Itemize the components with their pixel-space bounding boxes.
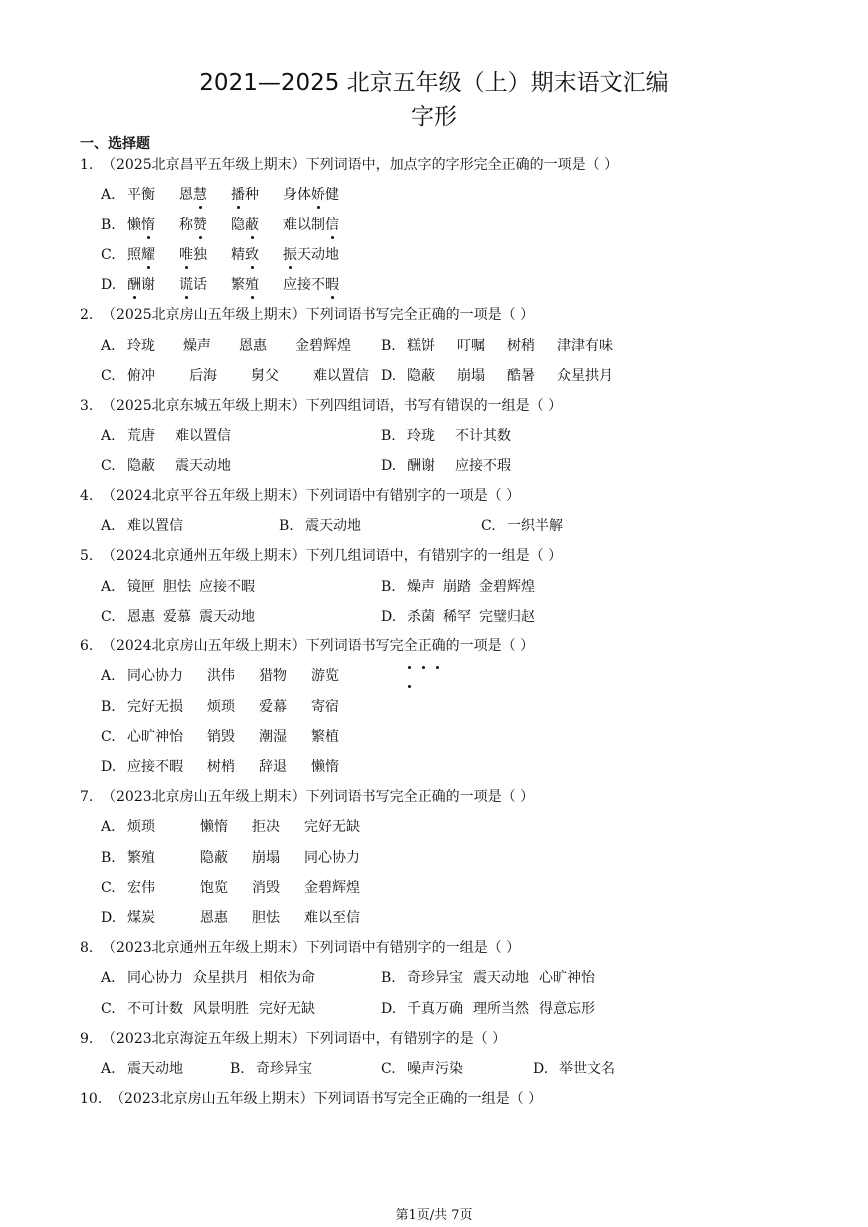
option-word: 后海	[189, 368, 217, 384]
question-text: （2023北京房山五年级上期末）下列词语书写完全正确的一组是（ ）	[110, 1091, 543, 1107]
option-word: 同心协力	[127, 668, 183, 684]
option[interactable]	[381, 429, 511, 443]
option-word: 理所当然	[473, 1001, 529, 1017]
option-word: 燥声	[183, 338, 211, 354]
option-word: 杀菌	[407, 609, 435, 625]
option-word: 繁殖	[231, 277, 259, 293]
question-stem	[80, 790, 534, 804]
option-word: 噪声污染	[407, 1061, 463, 1077]
question-stem	[80, 639, 534, 653]
option-word: 不可计数	[127, 1001, 183, 1017]
option[interactable]	[381, 339, 613, 353]
option-word: 精致	[231, 247, 259, 263]
option[interactable]	[101, 851, 360, 865]
question-number: 9.	[80, 1031, 94, 1047]
option-word: 辞退	[259, 759, 287, 775]
option-word: 洪伟	[207, 668, 235, 684]
question-stem	[80, 549, 562, 563]
option-word: 奇珍异宝	[256, 1061, 312, 1077]
option-word: 恩惠	[239, 338, 267, 354]
question-stem	[80, 489, 520, 503]
question-stem	[80, 941, 520, 955]
option[interactable]	[101, 881, 360, 895]
option-word: 应接不暇	[127, 759, 183, 775]
option[interactable]	[101, 730, 339, 744]
option-word: 消毁	[252, 880, 280, 896]
question-number: 6.	[80, 638, 94, 654]
question-stem	[80, 399, 562, 413]
option-letter: C.	[481, 518, 496, 534]
option[interactable]	[101, 459, 231, 473]
option-letter: B.	[279, 518, 294, 534]
option[interactable]	[101, 971, 315, 985]
option[interactable]	[101, 669, 339, 683]
option-word: 平衡	[127, 187, 155, 203]
option-word: 难以置信	[175, 428, 231, 444]
option-word: 照耀	[127, 247, 155, 263]
option-word: 燥声	[407, 579, 435, 595]
option-letter: C.	[101, 880, 116, 896]
option-letter: D.	[101, 759, 117, 775]
option[interactable]	[101, 369, 369, 383]
option-word: 难以置信	[127, 518, 183, 534]
option-word: 恩慧	[179, 187, 207, 203]
option-word: 心旷神怡	[539, 970, 595, 986]
option-word: 相依为命	[259, 970, 315, 986]
option-word: 游览	[311, 668, 339, 684]
option-word: 震天动地	[175, 458, 231, 474]
question-stem	[80, 158, 618, 172]
option-word: 煤炭	[127, 910, 155, 926]
option[interactable]	[381, 610, 535, 624]
option-word: 销毁	[207, 729, 235, 745]
option[interactable]	[230, 1062, 312, 1076]
option-word: 同心协力	[127, 970, 183, 986]
option-word: 荒唐	[127, 428, 155, 444]
option-word: 难以至信	[304, 910, 360, 926]
option-word: 懒惰	[127, 217, 155, 233]
option-word: 隐蔽	[407, 368, 435, 384]
option-letter: D.	[533, 1061, 549, 1077]
question-text: （2024北京平谷五年级上期末）下列词语中有错别字的一项是（ ）	[102, 488, 521, 504]
option-word: 爱幕	[259, 699, 287, 715]
option-word: 风景明胜	[193, 1001, 249, 1017]
option-word: 应接不暇	[283, 277, 339, 293]
option-word: 震天动地	[127, 1061, 183, 1077]
question-number: 4.	[80, 488, 94, 504]
option-word: 举世文名	[559, 1061, 615, 1077]
option[interactable]	[101, 820, 360, 834]
option-letter: C.	[101, 247, 116, 263]
option-letter: D.	[381, 368, 397, 384]
option-word: 寄宿	[311, 699, 339, 715]
document-subtitle: 字形	[411, 104, 457, 130]
option-word: 恩惠	[200, 910, 228, 926]
option-word: 懒惰	[311, 759, 339, 775]
option-word: 难以制信	[283, 217, 339, 233]
option-word: 崩塌	[457, 368, 485, 384]
option-word: 隐蔽	[127, 458, 155, 474]
option-word: 播种	[231, 187, 259, 203]
option-word: 镜匣	[127, 579, 155, 595]
option-word: 烦琐	[127, 819, 155, 835]
option[interactable]	[381, 580, 535, 594]
question-number: 7.	[80, 789, 94, 805]
option-word: 金碧辉煌	[295, 338, 351, 354]
question-number: 5.	[80, 548, 94, 564]
question-number: 2.	[80, 307, 94, 323]
question-text: （2024北京通州五年级上期末）下列几组词语中，有错别字的一组是（ ）	[102, 548, 563, 564]
option-letter: D.	[381, 609, 397, 625]
option-word: 烦琐	[207, 699, 235, 715]
option-letter: D.	[381, 1001, 397, 1017]
option[interactable]	[101, 519, 183, 533]
option-letter: A.	[101, 518, 116, 534]
option[interactable]	[101, 218, 339, 232]
option-word: 振天动地	[283, 247, 339, 263]
option-word: 酷暑	[507, 368, 535, 384]
option-word: 隐蔽	[231, 217, 259, 233]
question-text: （2023北京通州五年级上期末）下列词语中有错别字的一组是（ ）	[102, 940, 521, 956]
option-word: 不计其数	[455, 428, 511, 444]
option[interactable]	[533, 1062, 615, 1076]
option-letter: A.	[101, 428, 116, 444]
option-letter: C.	[101, 458, 116, 474]
option-word: 谎话	[179, 277, 207, 293]
question-text: （2023北京房山五年级上期末）下列词语书写完全正确的一项是（ ）	[102, 789, 535, 805]
option-letter: D.	[101, 277, 117, 293]
option-word: 懒惰	[200, 819, 228, 835]
option-word: 玲珑	[127, 338, 155, 354]
option-word: 唯独	[179, 247, 207, 263]
option-word: 树稍	[507, 338, 535, 354]
emphasis-dots	[408, 654, 458, 658]
question-stem	[80, 308, 534, 322]
option-word: 饱览	[200, 880, 228, 896]
option-word: 酬谢	[127, 277, 155, 293]
option-word: 繁植	[311, 729, 339, 745]
option-word: 同心协力	[304, 850, 360, 866]
option-word: 崩塌	[252, 850, 280, 866]
option-word: 众星拱月	[557, 368, 613, 384]
question-stem	[80, 1092, 542, 1106]
option-word: 众星拱月	[193, 970, 249, 986]
option-word: 玲珑	[407, 428, 435, 444]
option[interactable]	[101, 911, 360, 925]
option-letter: C.	[101, 1001, 116, 1017]
option-word: 糕饼	[407, 338, 435, 354]
question-number: 8.	[80, 940, 94, 956]
question-text: （2023北京海淀五年级上期末）下列词语中，有错别字的是（ ）	[102, 1031, 507, 1047]
option-word: 舅父	[251, 368, 279, 384]
option-letter: B.	[101, 699, 116, 715]
option-word: 酬谢	[407, 458, 435, 474]
option-word: 繁殖	[127, 850, 155, 866]
option[interactable]	[381, 971, 595, 985]
option-letter: A.	[101, 819, 116, 835]
option-word: 猎物	[259, 668, 287, 684]
question-text: （2025北京房山五年级上期末）下列词语书写完全正确的一项是（ ）	[102, 307, 535, 323]
question-stem	[80, 1032, 506, 1046]
option-letter: A.	[101, 1061, 116, 1077]
option-word: 身体娇健	[283, 187, 339, 203]
option-word: 一织半解	[507, 518, 563, 534]
option-letter: B.	[381, 428, 396, 444]
option-letter: B.	[381, 338, 396, 354]
question-text: （2025北京东城五年级上期末）下列四组词语，书写有错误的一组是（ ）	[102, 398, 563, 414]
option-word: 胆怯	[163, 579, 191, 595]
question-text: （2025北京昌平五年级上期末）下列词语中，加点字的字形完全正确的一项是（ ）	[102, 157, 619, 173]
option[interactable]	[101, 1002, 315, 1016]
option-letter: B.	[101, 850, 116, 866]
option[interactable]	[101, 760, 339, 774]
option-letter: A.	[101, 970, 116, 986]
option-word: 俯冲	[127, 368, 155, 384]
option[interactable]	[101, 1062, 183, 1076]
option[interactable]	[101, 700, 339, 714]
option-letter: C.	[381, 1061, 396, 1077]
option-word: 震天动地	[305, 518, 361, 534]
option[interactable]	[101, 580, 255, 594]
option-word: 潮湿	[259, 729, 287, 745]
option-letter: D.	[101, 910, 117, 926]
option-word: 胆怯	[252, 910, 280, 926]
option[interactable]	[101, 248, 339, 262]
option-word: 恩惠	[127, 609, 155, 625]
option-letter: A.	[101, 579, 116, 595]
document-title: 2021—2025 北京五年级（上）期末语文汇编	[199, 70, 669, 96]
option-word: 宏伟	[127, 880, 155, 896]
option[interactable]	[381, 459, 511, 473]
option[interactable]	[381, 369, 613, 383]
option-letter: C.	[101, 729, 116, 745]
option-word: 完好无缺	[304, 819, 360, 835]
option[interactable]	[101, 278, 339, 292]
question-number: 1.	[80, 157, 94, 173]
option[interactable]	[481, 519, 563, 533]
option-word: 爱慕	[163, 609, 191, 625]
question-number: 3.	[80, 398, 94, 414]
option-word: 完好无损	[127, 699, 183, 715]
question-text: （2024北京房山五年级上期末）下列词语书写完全正确的一项是（ ）	[102, 638, 535, 654]
question-number: 10.	[80, 1091, 103, 1107]
option-word: 金碧辉煌	[304, 880, 360, 896]
option-letter: D.	[381, 458, 397, 474]
option[interactable]	[101, 429, 231, 443]
option-letter: C.	[101, 368, 116, 384]
option-word: 拒决	[252, 819, 280, 835]
option-word: 奇珍异宝	[407, 970, 463, 986]
option-letter: B.	[230, 1061, 245, 1077]
option-word: 稀罕	[443, 609, 471, 625]
option-word: 难以置信	[313, 368, 369, 384]
option[interactable]	[381, 1062, 463, 1076]
option-letter: A.	[101, 187, 116, 203]
option[interactable]	[381, 1002, 595, 1016]
page-footer: 第1页/共 7页	[395, 1208, 473, 1223]
option-letter: A.	[101, 338, 116, 354]
option-letter: B.	[381, 970, 396, 986]
option-letter: C.	[101, 609, 116, 625]
option-word: 完好无缺	[259, 1001, 315, 1017]
option-word: 完璧归赵	[479, 609, 535, 625]
option-word: 叮嘱	[457, 338, 485, 354]
option-letter: B.	[381, 579, 396, 595]
option-word: 树梢	[207, 759, 235, 775]
section-heading: 一、选择题	[80, 136, 150, 152]
option-word: 得意忘形	[539, 1001, 595, 1017]
option[interactable]	[279, 519, 361, 533]
option-word: 应接不瑕	[455, 458, 511, 474]
option-word: 应接不暇	[199, 579, 255, 595]
option-letter: B.	[101, 217, 116, 233]
option[interactable]	[101, 188, 339, 202]
option-word: 称赞	[179, 217, 207, 233]
option-word: 津津有味	[557, 338, 613, 354]
option-word: 千真万确	[407, 1001, 463, 1017]
option-word: 震天动地	[199, 609, 255, 625]
option[interactable]	[101, 610, 255, 624]
option-word: 隐蔽	[200, 850, 228, 866]
option-word: 心旷神怡	[127, 729, 183, 745]
option[interactable]	[101, 339, 351, 353]
option-letter: A.	[101, 668, 116, 684]
option-word: 金碧辉煌	[479, 579, 535, 595]
option-word: 震天动地	[473, 970, 529, 986]
option-word: 崩踏	[443, 579, 471, 595]
